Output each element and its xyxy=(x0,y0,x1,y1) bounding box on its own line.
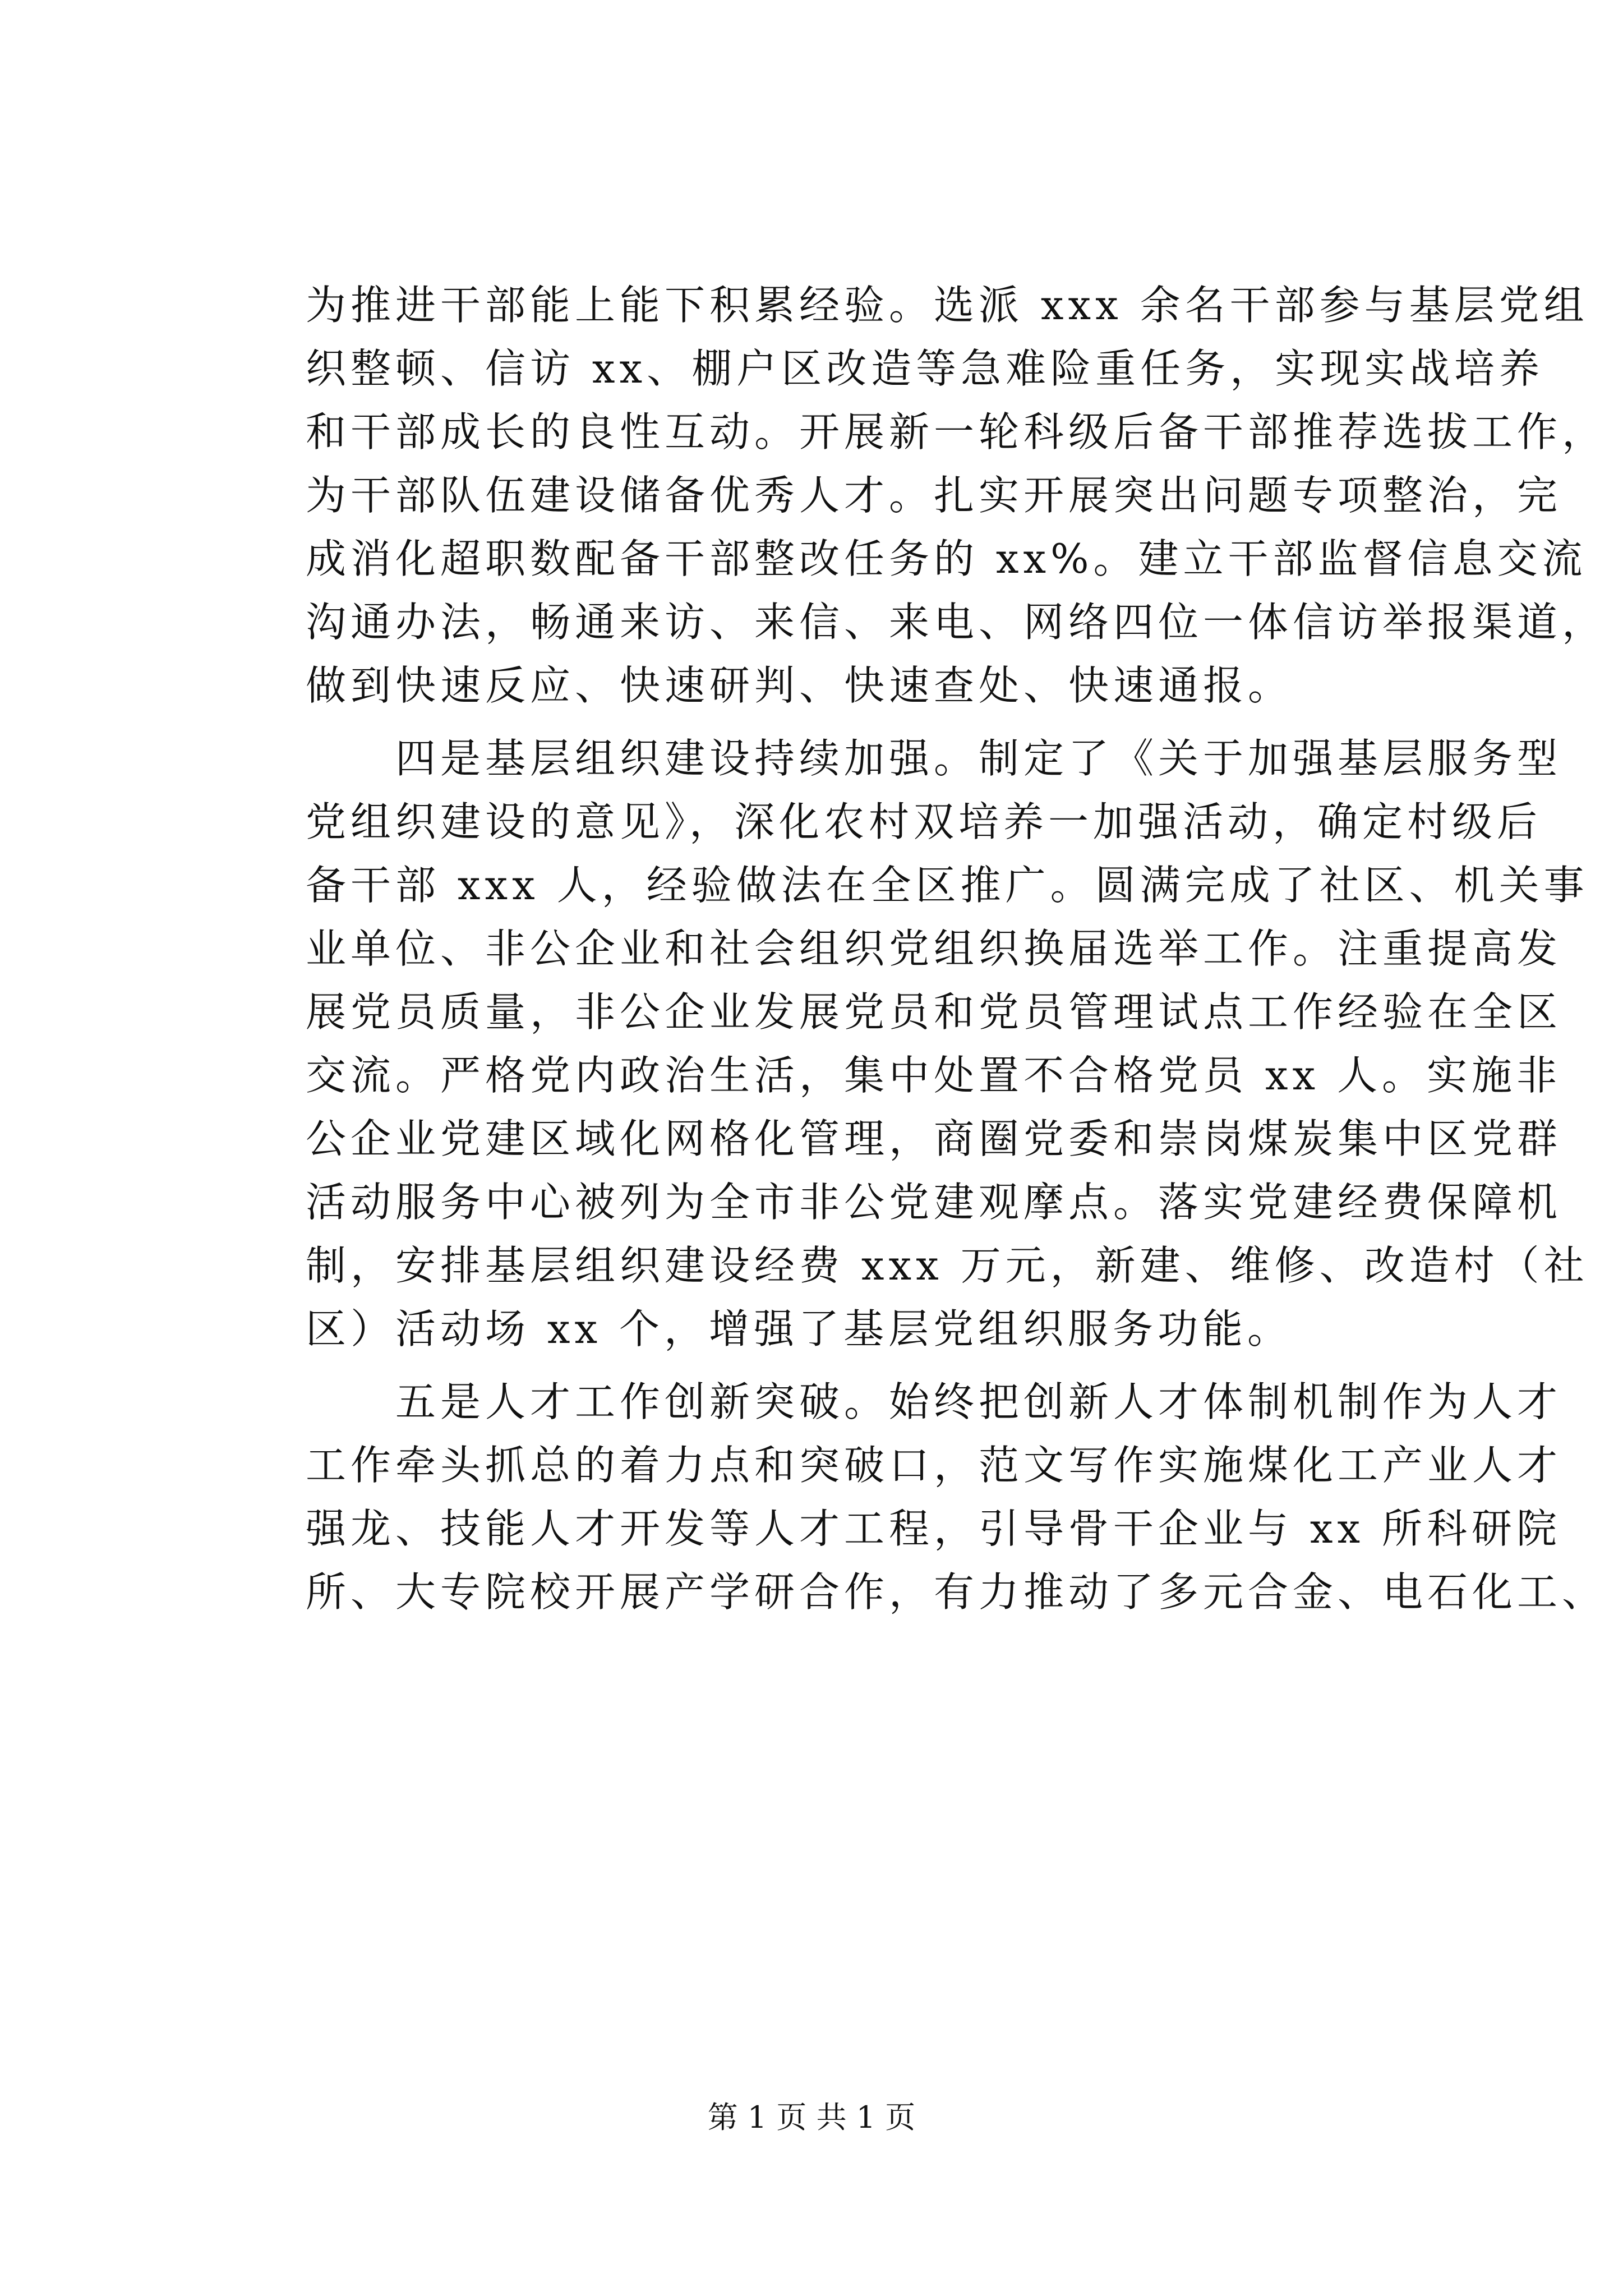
text-line: 业单位、非公企业和社会组织党组织换届选举工作。注重提高发 xyxy=(306,925,1562,972)
paragraph-1 xyxy=(306,274,1607,717)
paragraph-3 xyxy=(306,1370,1607,1624)
text-line: 沟通办法，畅通来访、来信、来电、网络四位一体信访举报渠道， xyxy=(306,599,1607,646)
text-line: 强龙、技能人才开发等人才工程，引导骨干企业与 xx 所科研院 xyxy=(306,1505,1561,1552)
text-line: 制，安排基层组织建设经费 xxx 万元，新建、维修、改造村（社 xyxy=(306,1242,1589,1289)
text-line: 成消化超职数配备干部整改任务的 xx%。建立干部监督信息交流 xyxy=(306,535,1587,582)
text-line: 和干部成长的良性互动。开展新一轮科级后备干部推荐选拔工作， xyxy=(306,408,1607,455)
paragraph-2 xyxy=(306,727,1589,1361)
text-line: 展党员质量，非公企业发展党员和党员管理试点工作经验在全区 xyxy=(306,988,1562,1036)
text-line: 为干部队伍建设储备优秀人才。扎实开展突出问题专项整治，完 xyxy=(306,472,1562,519)
text-line: 做到快速反应、快速研判、快速查处、快速通报。 xyxy=(306,662,1293,709)
text-line: 所、大专院校开展产学研合作，有力推动了多元合金、电石化工、 xyxy=(306,1568,1607,1616)
text-line: 交流。严格党内政治生活，集中处置不合格党员 xx 人。实施非 xyxy=(306,1052,1561,1099)
paragraph-spacing xyxy=(306,717,1433,727)
text-line: 为推进干部能上能下积累经验。选派 xxx 余名干部参与基层党组 xyxy=(306,282,1589,329)
text-line: 织整顿、信访 xx、棚户区改造等急难险重任务，实现实战培养 xyxy=(306,345,1544,392)
text-line: 五是人才工作创新突破。始终把创新人才体制机制作为人才 xyxy=(306,1378,1562,1425)
page-footer: 第 1 页 共 1 页 xyxy=(707,2100,916,2135)
text-line: 活动服务中心被列为全市非公党建观摩点。落实党建经费保障机 xyxy=(306,1179,1562,1226)
text-line: 工作牵头抓总的着力点和突破口，范文写作实施煤化工产业人才 xyxy=(306,1442,1562,1489)
text-line: 四是基层组织建设持续加强。制定了《关于加强基层服务型 xyxy=(306,735,1562,782)
paragraph-spacing xyxy=(306,1361,1433,1370)
text-line: 党组织建设的意见》，深化农村双培养一加强活动，确定村级后 xyxy=(306,798,1542,845)
text-line: 公企业党建区域化网格化管理，商圈党委和崇岗煤炭集中区党群 xyxy=(306,1115,1562,1162)
text-line: 区）活动场 xx 个，增强了基层党组织服务功能。 xyxy=(306,1305,1292,1352)
body-text xyxy=(306,274,1607,1624)
text-line: 备干部 xxx 人，经验做法在全区推广。圆满完成了社区、机关事 xyxy=(306,862,1589,909)
